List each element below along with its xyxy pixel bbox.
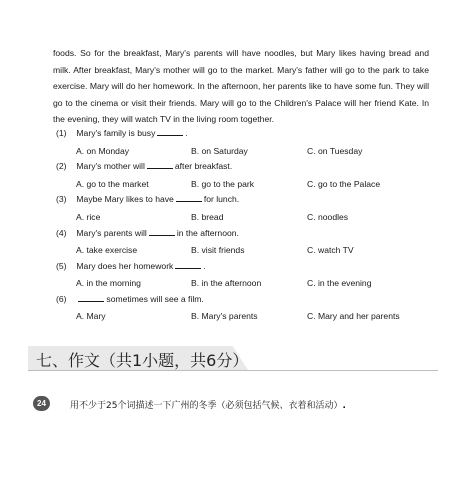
question-number: (3) — [56, 194, 67, 204]
answer-blank[interactable] — [175, 261, 201, 269]
option-a[interactable]: A. in the morning — [76, 278, 141, 288]
question-text-before: Mary's mother will — [76, 161, 145, 171]
question-4 — [56, 228, 239, 238]
option-b[interactable]: B. bread — [191, 212, 224, 222]
section-header — [28, 346, 438, 372]
question-text-after: . — [185, 128, 188, 138]
answer-blank[interactable] — [147, 161, 173, 169]
question-text-after: after breakfast. — [174, 161, 233, 171]
option-a[interactable]: A. Mary — [76, 311, 106, 321]
question-1 — [56, 128, 188, 138]
answer-blank[interactable] — [157, 128, 183, 136]
answer-blank[interactable] — [149, 228, 175, 236]
question-6 — [56, 294, 204, 304]
option-a[interactable]: A. go to the market — [76, 179, 149, 189]
question-text-before: Maybe Mary likes to have — [76, 194, 174, 204]
option-a[interactable]: A. on Monday — [76, 146, 130, 156]
question-text-before: Mary's family is busy — [76, 128, 156, 138]
option-b[interactable]: B. visit friends — [191, 245, 245, 255]
section-title: 七、作文（共1小题，共6分） — [36, 351, 249, 370]
answer-blank[interactable] — [78, 294, 104, 302]
question-text-before: Mary's parents will — [76, 228, 147, 238]
option-b[interactable]: B. go to the park — [191, 179, 255, 189]
question-3 — [56, 194, 239, 204]
question-text-after: for lunch. — [203, 194, 240, 204]
question-number: (5) — [56, 261, 67, 271]
option-a[interactable]: A. take exercise — [76, 245, 138, 255]
question-number: (4) — [56, 228, 67, 238]
option-c[interactable]: C. watch TV — [307, 245, 354, 255]
question-5 — [56, 261, 206, 271]
option-b[interactable]: B. in the afternoon — [191, 278, 262, 288]
question-text-after: sometimes will see a film. — [106, 294, 204, 304]
writing-prompt — [70, 398, 346, 411]
option-a[interactable]: A. rice — [76, 212, 101, 222]
option-c[interactable]: C. Mary and her parents — [307, 311, 400, 321]
option-b[interactable]: B. on Saturday — [191, 146, 248, 156]
writing-prompt-end: . — [342, 401, 346, 411]
question-number: (6) — [56, 294, 67, 304]
question-text-after: in the afternoon. — [176, 228, 239, 238]
answer-blank[interactable] — [176, 194, 202, 202]
option-c[interactable]: C. in the evening — [307, 278, 372, 288]
writing-prompt-text: 用不少于25个词描述一下广州的冬季（必须包括气候、衣着和活动） — [70, 401, 343, 411]
question-number-badge: 24 — [33, 396, 50, 411]
option-c[interactable]: C. on Tuesday — [307, 146, 363, 156]
option-c[interactable]: C. noodles — [307, 212, 349, 222]
question-number: (1) — [56, 128, 67, 138]
question-number: (2) — [56, 161, 67, 171]
question-2 — [56, 161, 232, 171]
reading-passage: foods. So for the breakfast, Mary's parents will have noodles, but Mary likes having bread and milk. After breakfast, Mary's mother will go to the market. Mary's father will go to the park to take exercise. Mary will do her homework. In the afternoon, her parents like to have some fun. They will go to the cinema or visit their friends. Mary will go to the Children's Palace will her friend Kate. In the evening, they will watch TV in the living room together. — [53, 48, 429, 125]
option-b[interactable]: B. Mary's parents — [191, 311, 258, 321]
question-text-before: Mary does her homework — [76, 261, 174, 271]
option-c[interactable]: C. go to the Palace — [307, 179, 381, 189]
question-text-after: . — [203, 261, 206, 271]
